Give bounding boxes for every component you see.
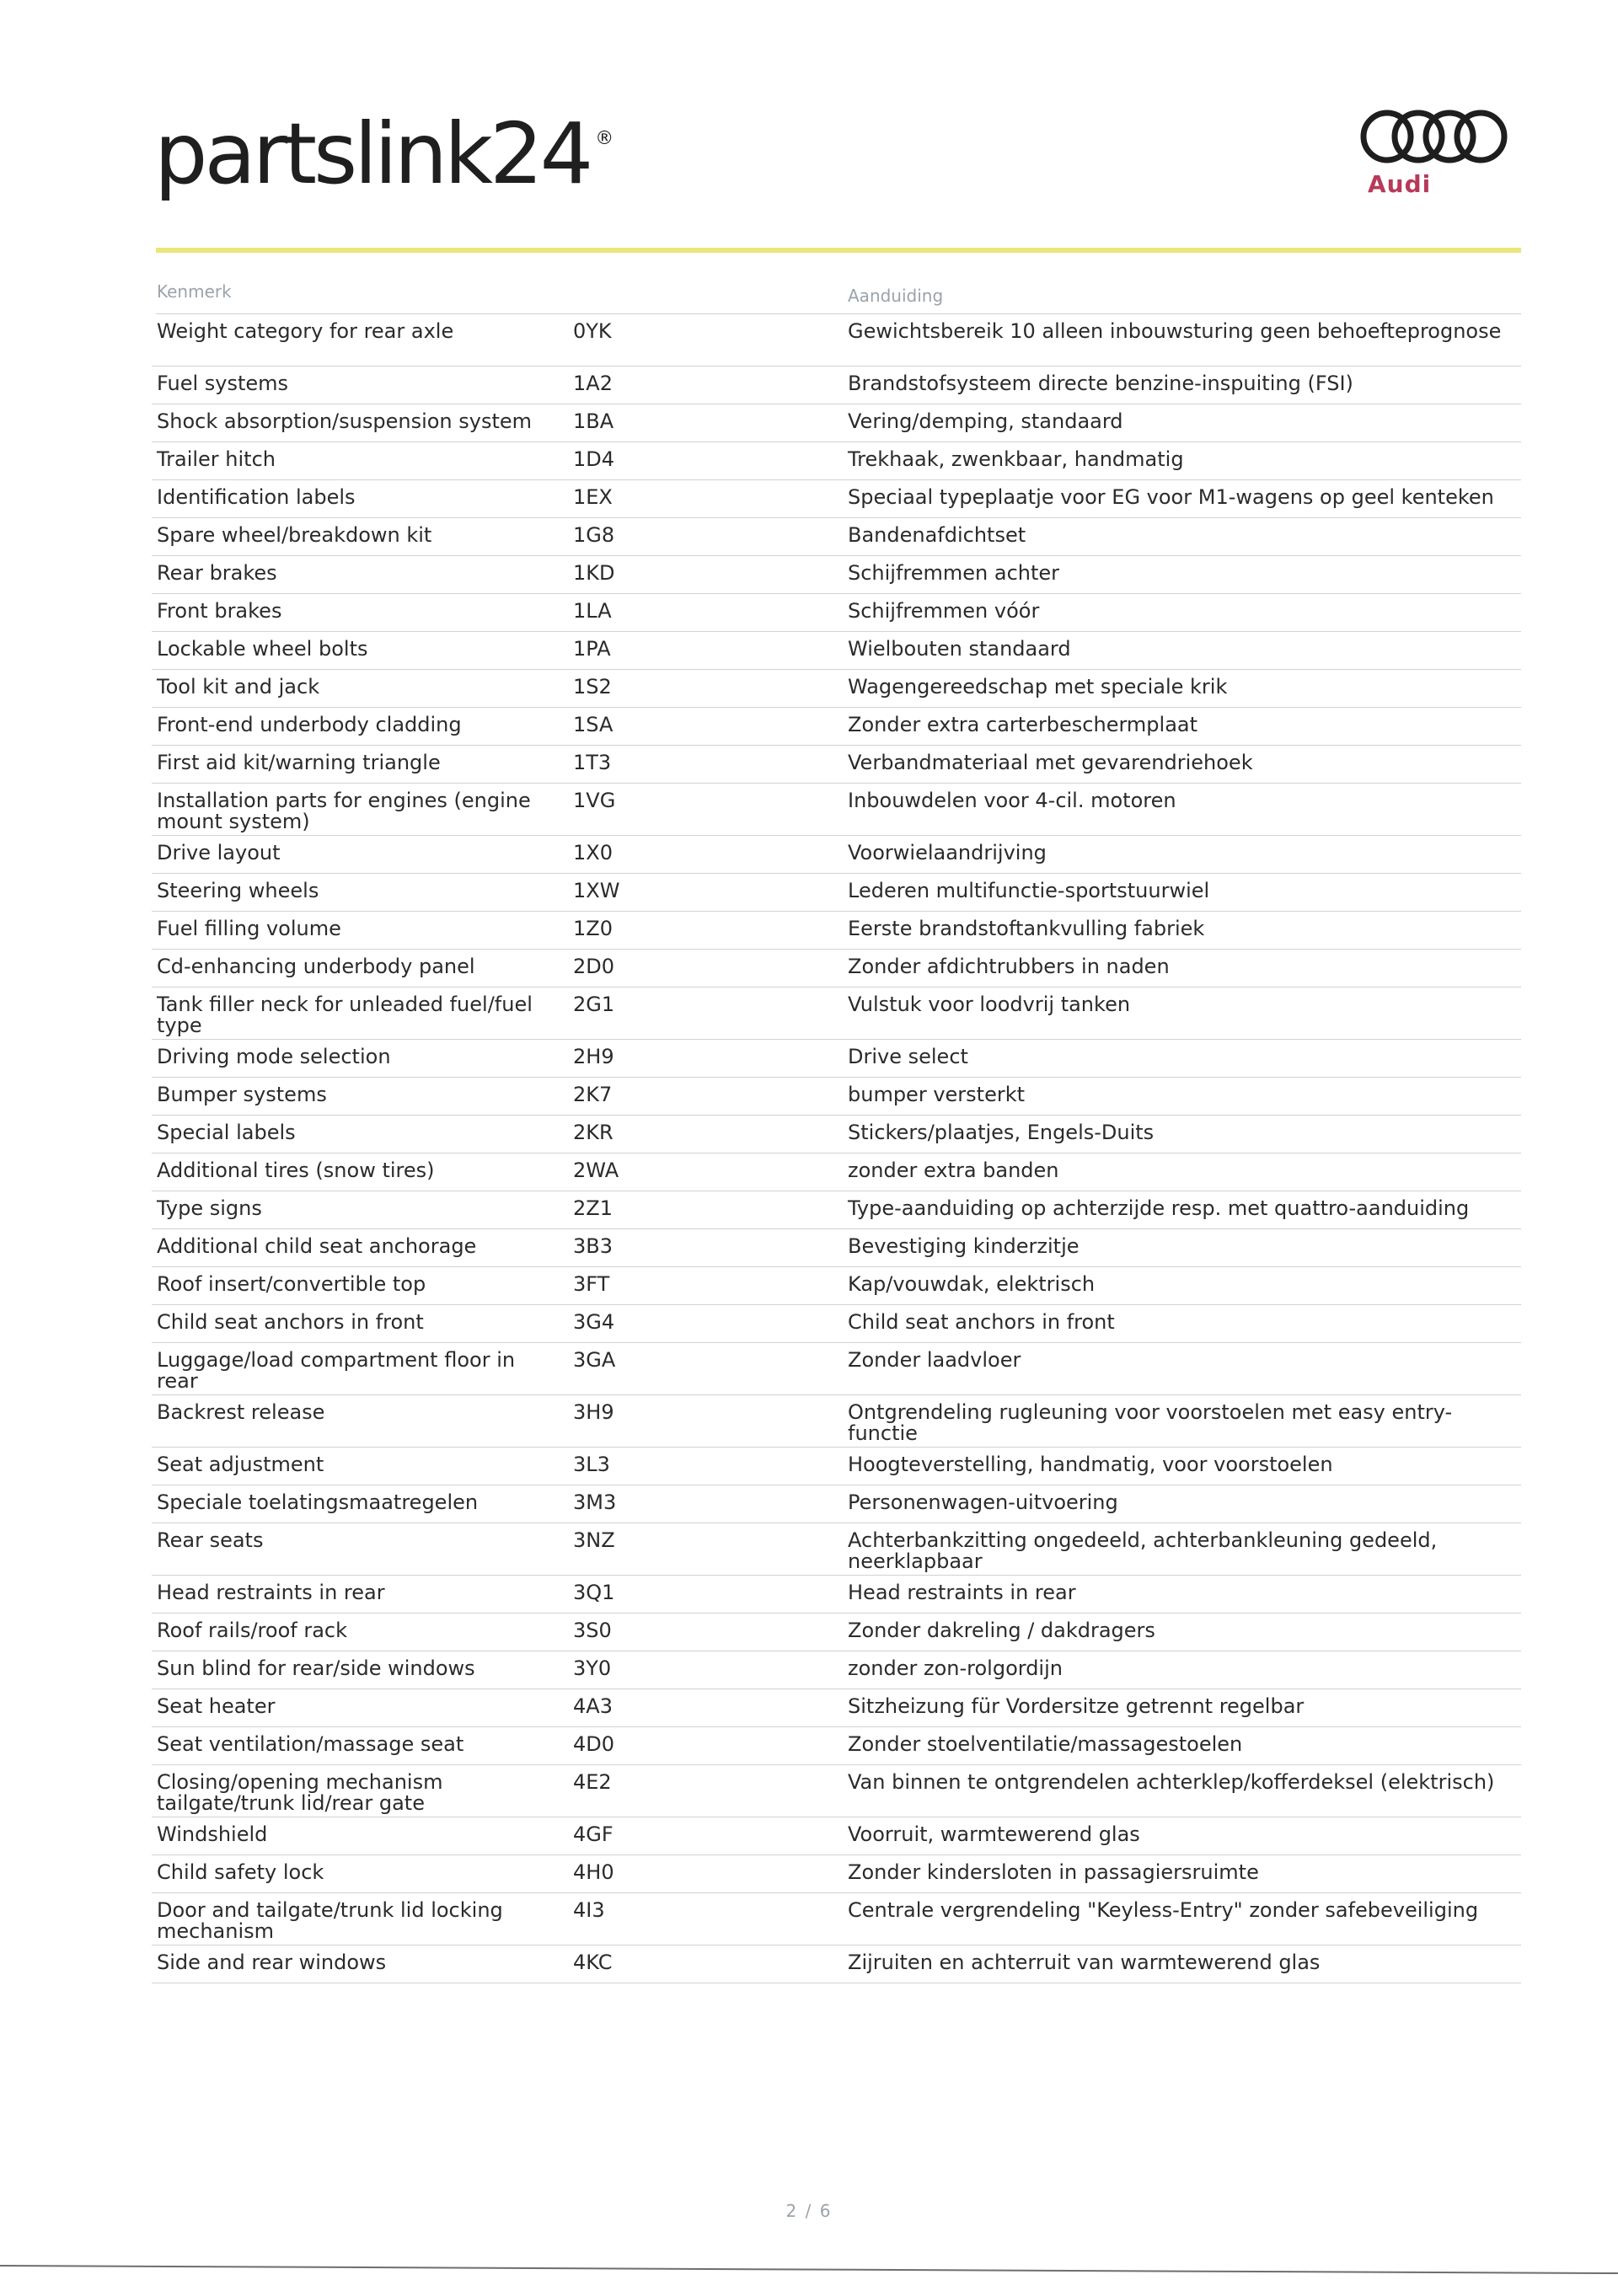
table-row: [152, 950, 1521, 987]
table-row: [152, 556, 1521, 594]
aanduiding-cell: Personenwagen-uitvoering: [848, 1491, 1118, 1514]
table-row: [152, 1343, 1521, 1395]
table-row: [152, 1651, 1521, 1689]
table-row: [152, 1040, 1521, 1078]
kenmerk-cell: Rear brakes: [157, 561, 277, 585]
aanduiding-cell: Vering/demping, standaard: [848, 409, 1123, 433]
aanduiding-cell: Zonder stoelventilatie/massagestoelen: [848, 1732, 1243, 1756]
table-row: [152, 1576, 1521, 1614]
table-row: [152, 1116, 1521, 1153]
aanduiding-cell: Hoogteverstelling, handmatig, voor voorstoelen: [848, 1453, 1333, 1476]
code-cell: 1XW: [573, 879, 620, 902]
table-row: [152, 1727, 1521, 1765]
table-row: [152, 1893, 1521, 1945]
aanduiding-cell: Zonder afdichtrubbers in naden: [848, 955, 1170, 978]
aanduiding-cell: Centrale vergrendeling "Keyless-Entry" zonder safebeveiliging: [848, 1898, 1479, 1922]
aanduiding-cell: Drive select: [848, 1045, 968, 1068]
kenmerk-cell: Fuel filling volume: [157, 917, 341, 940]
kenmerk-cell: Identification labels: [157, 485, 356, 509]
table-row: [152, 632, 1521, 670]
kenmerk-cell: Weight category for rear axle: [157, 319, 454, 343]
table-row: [152, 708, 1521, 746]
kenmerk-cell: Closing/opening mechanism tailgate/trunk lid/rear gate: [157, 1770, 443, 1815]
code-cell: 4A3: [573, 1694, 613, 1718]
code-cell: 1BA: [573, 409, 614, 433]
code-cell: 1S2: [573, 675, 612, 698]
table-row: [152, 784, 1521, 836]
kenmerk-cell: Windshield: [157, 1822, 268, 1846]
column-header-aanduiding: Aanduiding: [848, 286, 944, 306]
code-cell: 2WA: [573, 1159, 619, 1182]
code-cell: 3G4: [573, 1310, 615, 1334]
table-row: [152, 670, 1521, 708]
aanduiding-cell: Voorwielaandrijving: [848, 841, 1047, 864]
aanduiding-cell: Trekhaak, zwenkbaar, handmatig: [848, 447, 1184, 471]
kenmerk-cell: Spare wheel/breakdown kit: [157, 523, 432, 547]
aanduiding-cell: Zijruiten en achterruit van warmtewerend glas: [848, 1951, 1321, 1974]
aanduiding-cell: bumper versterkt: [848, 1083, 1026, 1106]
table-row: [152, 594, 1521, 632]
table-row: [152, 1395, 1521, 1448]
code-cell: 1SA: [573, 713, 613, 736]
code-cell: 1EX: [573, 485, 613, 509]
code-cell: 4KC: [573, 1951, 613, 1974]
header-divider: [156, 248, 1521, 253]
kenmerk-cell: Additional tires (snow tires): [157, 1159, 435, 1182]
kenmerk-cell: Child safety lock: [157, 1860, 324, 1884]
table-row: [152, 1267, 1521, 1305]
page-number: 2 / 6: [785, 2201, 833, 2221]
aanduiding-cell: Zonder extra carterbeschermplaat: [848, 713, 1198, 736]
aanduiding-cell: Bandenafdichtset: [848, 523, 1026, 547]
kenmerk-cell: Shock absorption/suspension system: [157, 409, 533, 433]
table-row: [152, 1305, 1521, 1343]
table-row: [152, 518, 1521, 556]
kenmerk-cell: Front-end underbody cladding: [157, 713, 462, 736]
code-cell: 2H9: [573, 1045, 614, 1068]
options-table: [0, 314, 1618, 1983]
kenmerk-cell: Side and rear windows: [157, 1951, 387, 1974]
code-cell: 4H0: [573, 1860, 614, 1884]
aanduiding-cell: Head restraints in rear: [848, 1581, 1076, 1604]
table-row: [152, 1765, 1521, 1817]
aanduiding-cell: Sitzheizung für Vordersitze getrennt regelbar: [848, 1694, 1305, 1718]
table-row: [152, 1855, 1521, 1893]
page-bottom-rule: [0, 2265, 1618, 2274]
aanduiding-cell: Wielbouten standaard: [848, 637, 1071, 661]
make-label: Audi: [1368, 170, 1432, 198]
aanduiding-cell: Stickers/plaatjes, Engels-Duits: [848, 1121, 1155, 1144]
kenmerk-cell: Special labels: [157, 1121, 296, 1144]
code-cell: 3NZ: [573, 1528, 615, 1552]
kenmerk-cell: Tank filler neck for unleaded fuel/fuel type: [157, 993, 533, 1037]
aanduiding-cell: zonder zon-rolgordijn: [848, 1656, 1063, 1680]
code-cell: 3FT: [573, 1272, 610, 1296]
kenmerk-cell: Luggage/load compartment floor in rear: [157, 1348, 516, 1393]
kenmerk-cell: Backrest release: [157, 1400, 325, 1424]
kenmerk-cell: Roof rails/roof rack: [157, 1619, 347, 1642]
aanduiding-cell: Schijfremmen achter: [848, 561, 1060, 585]
table-row: [152, 746, 1521, 784]
kenmerk-cell: Speciale toelatingsmaatregelen: [157, 1491, 479, 1514]
table-row: [152, 404, 1521, 442]
code-cell: 2K7: [573, 1083, 613, 1106]
kenmerk-cell: Rear seats: [157, 1528, 264, 1552]
aanduiding-cell: Verbandmateriaal met gevarendriehoek: [848, 751, 1253, 774]
aanduiding-cell: Van binnen te ontgrendelen achterklep/kofferdeksel (elektrisch): [848, 1770, 1495, 1794]
partslink24-logo: [154, 99, 614, 209]
aanduiding-cell: Zonder laadvloer: [848, 1348, 1021, 1372]
table-row: [152, 1614, 1521, 1651]
code-cell: 3Q1: [573, 1581, 615, 1604]
code-cell: 4I3: [573, 1898, 605, 1922]
kenmerk-cell: Lockable wheel bolts: [157, 637, 368, 661]
aanduiding-cell: Vulstuk voor loodvrij tanken: [848, 993, 1131, 1016]
code-cell: 1A2: [573, 372, 613, 395]
kenmerk-cell: Front brakes: [157, 599, 282, 623]
code-cell: 1LA: [573, 599, 612, 623]
aanduiding-cell: Type-aanduiding op achterzijde resp. met quattro-aanduiding: [848, 1196, 1470, 1220]
kenmerk-cell: Cd-enhancing underbody panel: [157, 955, 475, 978]
kenmerk-cell: Fuel systems: [157, 372, 289, 395]
table-row: [152, 367, 1521, 404]
kenmerk-cell: Tool kit and jack: [157, 675, 320, 698]
code-cell: 1KD: [573, 561, 615, 585]
kenmerk-cell: Child seat anchors in front: [157, 1310, 424, 1334]
kenmerk-cell: Sun blind for rear/side windows: [157, 1656, 475, 1680]
table-row: [152, 1817, 1521, 1855]
table-row: [152, 1448, 1521, 1485]
kenmerk-cell: First aid kit/warning triangle: [157, 751, 441, 774]
table-row: [152, 1945, 1521, 1983]
aanduiding-cell: Zonder kindersloten in passagiersruimte: [848, 1860, 1259, 1884]
code-cell: 1PA: [573, 637, 611, 661]
table-row: [152, 1689, 1521, 1727]
code-cell: 2G1: [573, 993, 615, 1016]
audi-rings-icon: [1358, 108, 1519, 165]
table-row: [152, 836, 1521, 874]
aanduiding-cell: Voorruit, warmtewerend glas: [848, 1822, 1140, 1846]
code-cell: 1T3: [573, 751, 612, 774]
table-row: [152, 1191, 1521, 1229]
kenmerk-cell: Door and tailgate/trunk lid locking mechanism: [157, 1898, 503, 1943]
table-row: [152, 1078, 1521, 1116]
code-cell: 3L3: [573, 1453, 610, 1476]
aanduiding-cell: Inbouwdelen voor 4-cil. motoren: [848, 789, 1176, 812]
code-cell: 3GA: [573, 1348, 616, 1372]
code-cell: 4D0: [573, 1732, 615, 1756]
aanduiding-cell: Kap/vouwdak, elektrisch: [848, 1272, 1096, 1296]
kenmerk-cell: Seat adjustment: [157, 1453, 324, 1476]
kenmerk-cell: Installation parts for engines (engine mount system): [157, 789, 531, 833]
code-cell: 3S0: [573, 1619, 612, 1642]
table-row: [152, 874, 1521, 912]
table-row: [152, 1229, 1521, 1267]
table-row: [152, 987, 1521, 1040]
kenmerk-cell: Driving mode selection: [157, 1045, 391, 1068]
table-row: [152, 1523, 1521, 1576]
code-cell: 3M3: [573, 1491, 617, 1514]
kenmerk-cell: Steering wheels: [157, 879, 319, 902]
aanduiding-cell: Eerste brandstoftankvulling fabriek: [848, 917, 1205, 940]
column-header-kenmerk: Kenmerk: [157, 281, 232, 302]
code-cell: 2D0: [573, 955, 615, 978]
code-cell: 1Z0: [573, 917, 613, 940]
code-cell: 3B3: [573, 1234, 613, 1258]
table-row: [152, 912, 1521, 950]
aanduiding-cell: Speciaal typeplaatje voor EG voor M1-wagens op geel kenteken: [848, 485, 1494, 509]
code-cell: 1X0: [573, 841, 613, 864]
kenmerk-cell: Bumper systems: [157, 1083, 327, 1106]
code-cell: 0YK: [573, 319, 612, 343]
code-cell: 4E2: [573, 1770, 612, 1794]
aanduiding-cell: Schijfremmen vóór: [848, 599, 1040, 623]
kenmerk-cell: Type signs: [157, 1196, 262, 1220]
table-row: [152, 1153, 1521, 1191]
code-cell: 2Z1: [573, 1196, 613, 1220]
code-cell: 1G8: [573, 523, 615, 547]
code-cell: 3Y0: [573, 1656, 612, 1680]
kenmerk-cell: Trailer hitch: [157, 447, 276, 471]
brand-logo-text: partslink24: [154, 104, 591, 203]
aanduiding-cell: Gewichtsbereik 10 alleen inbouwsturing geen behoefteprognose: [848, 319, 1502, 343]
aanduiding-cell: Ontgrendeling rugleuning voor voorstoelen met easy entry-functie: [848, 1400, 1453, 1445]
aanduiding-cell: Achterbankzitting ongedeeld, achterbankleuning gedeeld, neerklapbaar: [848, 1528, 1438, 1573]
code-cell: 3H9: [573, 1400, 614, 1424]
kenmerk-cell: Drive layout: [157, 841, 281, 864]
table-row: [152, 442, 1521, 480]
kenmerk-cell: Roof insert/convertible top: [157, 1272, 426, 1296]
kenmerk-cell: Head restraints in rear: [157, 1581, 385, 1604]
kenmerk-cell: Additional child seat anchorage: [157, 1234, 477, 1258]
aanduiding-cell: Bevestiging kinderzitje: [848, 1234, 1080, 1258]
table-row: [152, 314, 1521, 367]
aanduiding-cell: Wagengereedschap met speciale krik: [848, 675, 1228, 698]
aanduiding-cell: Child seat anchors in front: [848, 1310, 1115, 1334]
aanduiding-cell: Lederen multifunctie-sportstuurwiel: [848, 879, 1210, 902]
code-cell: 1VG: [573, 789, 616, 812]
table-row: [152, 1485, 1521, 1523]
registered-mark: ®: [595, 128, 614, 149]
aanduiding-cell: Brandstofsysteem directe benzine-inspuiting (FSI): [848, 372, 1353, 395]
kenmerk-cell: Seat heater: [157, 1694, 276, 1718]
kenmerk-cell: Seat ventilation/massage seat: [157, 1732, 464, 1756]
code-cell: 1D4: [573, 447, 615, 471]
aanduiding-cell: zonder extra banden: [848, 1159, 1059, 1182]
code-cell: 2KR: [573, 1121, 613, 1144]
table-row: [152, 480, 1521, 518]
code-cell: 4GF: [573, 1822, 613, 1846]
aanduiding-cell: Zonder dakreling / dakdragers: [848, 1619, 1155, 1642]
